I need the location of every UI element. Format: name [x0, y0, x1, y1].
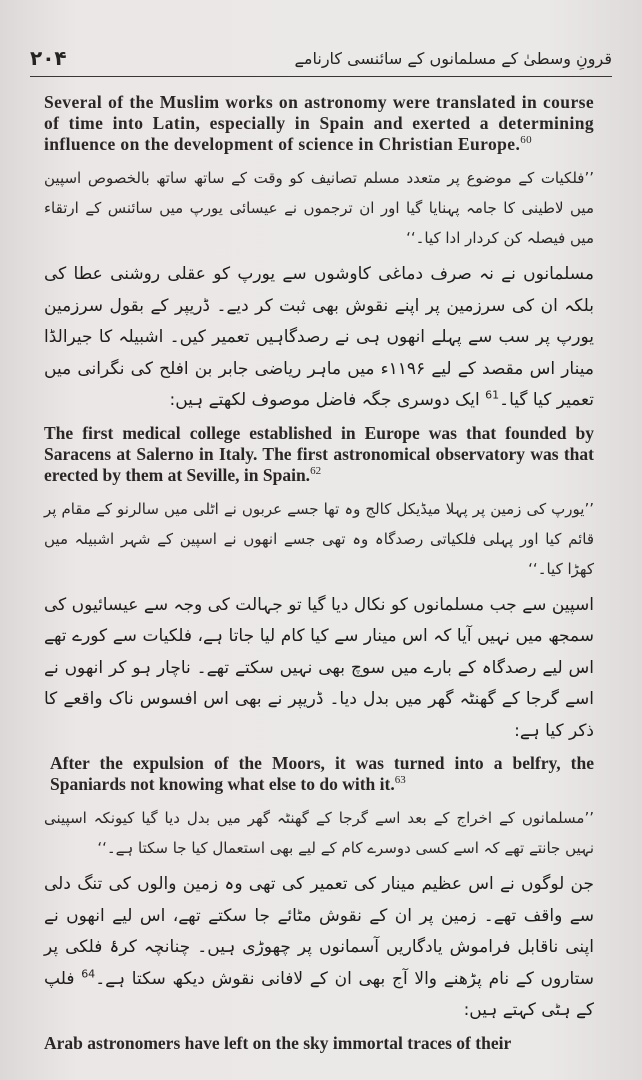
english-quote-2: The first medical college established in Europe was that founded by Saracens at Salerno in Italy. The first astronomical observatory was that erected by them at Seville, in Spain.$^{62}$ [44, 422, 594, 485]
page-header [30, 40, 612, 77]
footnote-ref: 64 [81, 966, 96, 980]
footnote-ref: 63 [394, 774, 406, 787]
urdu-translation-2: ’’یورپ کی زمین پر پہلا میڈیکل کالج وہ تھا جسے عربوں نے اٹلی میں سالرنو کے مقام پر قائم کیا اور پہلی فلکیاتی رصدگاہ وہ تھی جسے انھوں نے اسپین کے شہر اشبیلہ میں کھڑا کیا۔‘‘ [44, 499, 594, 578]
urdu-paragraph-1: مسلمانوں نے نہ صرف دماغی کاوشوں سے یورپ کو عقلی روشنی عطا کی بلکہ ان کی سرزمین پر اپنے نقوش بھی ثبت کر دیے۔ ڈریپر کے بقول سرزمین یورپ پر سب سے پہلے انھوں ہی نے رصدگاہیں تعمیر کیں۔ اشبیلہ کا جیرالڈا مینار اس مقصد کے لیے ۱۱۹۶ء میں ماہر ریاضی جابر بن افلح کی نگرانی میں تعمیر کیا گیا۔$^{61}$ ایک دوسری جگہ فاضل موصوف لکھتے ہیں: [44, 264, 594, 410]
urdu-paragraph-3: جن لوگوں نے اس عظیم مینار کی تعمیر کی تھی وہ زمین والوں کی تنگ دلی سے واقف تھے۔ زمین پر ان کے نقوش مٹائے جا سکتے تھے، اس لیے انھوں نے اپنی ناقابل فراموش یادگاریں آسمانوں پر چھوڑی ہیں۔ چنانچہ کرۂ فلکی پر ستاروں کے نام پڑھنے والا آج بھی ان کے لافانی نقوش دیکھ سکتا ہے۔$^{64}$ فلپ کے ہٹی کہتے ہیں: [44, 874, 595, 1020]
footnote-ref: 61 [485, 388, 500, 402]
footnote-ref: 62 [310, 464, 322, 477]
running-title: قرونِ وسطیٰ کے مسلمانوں کے سائنسی کارنامے [294, 48, 612, 68]
page-number: ۲۰۴ [30, 46, 67, 70]
urdu-translation-1: ’’فلکیات کے موضوع پر متعدد مسلم تصانیف کو وقت کے ساتھ ساتھ بالخصوص اسپین میں لاطینی کا جامہ پہنایا گیا اور ان ترجموں نے عیسائی یورپ میں سائنس کے ارتقاء میں فیصلہ کن کردار ادا کیا۔‘‘ [44, 169, 594, 247]
urdu-paragraph-2: اسپین سے جب مسلمانوں کو نکال دیا گیا تو جہالت کی وجہ سے عیسائیوں کی سمجھ میں نہیں آیا کہ اس مینار سے کیا کام لیا جاتا ہے، فلکیات سے کورے تھے اس لیے رصدگاہ کے بارے میں سوچ بھی نہیں سکتے تھے۔ ناچار ہو کر انھوں نے اسے گرجا کے گھنٹہ گھر میں بدل دیا۔ ڈریپر نے بھی اس افسوس ناک واقعے کا ذکر کیا ہے: [44, 594, 594, 741]
urdu-translation-3: ’’مسلمانوں کے اخراج کے بعد اسے گرجا کے گھنٹہ گھر میں بدل دیا گیا کیونکہ اسپینی نہیں جانتے تھے کہ اسے کسی دوسرے کام کے لیے بھی استعمال کیا جا سکتا ہے۔‘‘ [44, 809, 594, 857]
footnote-ref: 60 [520, 134, 533, 147]
english-quote-1: Several of the Muslim works on astronomy were translated in course of time into Latin, especially in Spain and exerted a determining influence on the development of science in Christian Europe.$^{60}$ [44, 92, 594, 154]
page-body [44, 92, 594, 1062]
english-quote-4: Arab astronomers have left on the sky immortal traces of their [44, 1032, 512, 1053]
english-quote-3: After the expulsion of the Moors, it was turned into a belfry, the Spaniards not knowing what else to do with it.$^{63}$ [50, 753, 594, 794]
